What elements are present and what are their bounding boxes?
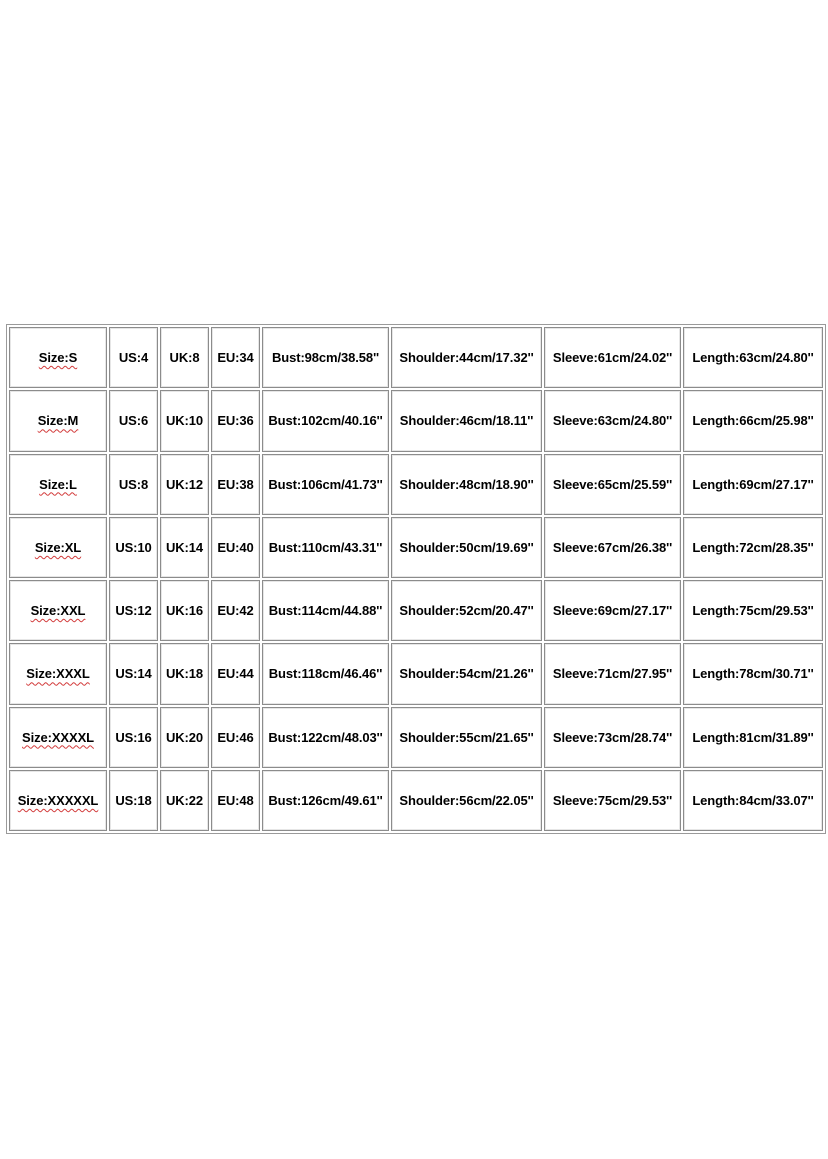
uk-size-cell: UK:16 — [160, 580, 209, 641]
shoulder-cell: Shoulder:56cm/22.05'' — [391, 770, 542, 831]
length-cell: Length:84cm/33.07'' — [683, 770, 823, 831]
eu-size-cell: EU:40 — [211, 517, 260, 578]
sleeve-cell: Sleeve:69cm/27.17'' — [544, 580, 681, 641]
size-cell — [9, 454, 107, 515]
size-cell — [9, 390, 107, 451]
size-cell — [9, 707, 107, 768]
table-row — [9, 707, 823, 768]
size-label: Size:L — [39, 476, 77, 492]
shoulder-cell: Shoulder:44cm/17.32'' — [391, 327, 542, 388]
us-size-cell: US:8 — [109, 454, 158, 515]
length-cell: Length:66cm/25.98'' — [683, 390, 823, 451]
eu-size-cell: EU:42 — [211, 580, 260, 641]
eu-size-cell: EU:46 — [211, 707, 260, 768]
size-label: Size:M — [37, 413, 79, 429]
size-label: Size:XL — [34, 539, 82, 555]
size-cell — [9, 770, 107, 831]
size-label: Size:XXXXXL — [17, 792, 99, 808]
us-size-cell: US:6 — [109, 390, 158, 451]
eu-size-cell: EU:34 — [211, 327, 260, 388]
shoulder-cell: Shoulder:50cm/19.69'' — [391, 517, 542, 578]
us-size-cell: US:10 — [109, 517, 158, 578]
table-row — [9, 770, 823, 831]
table-row — [9, 390, 823, 451]
shoulder-cell: Shoulder:55cm/21.65'' — [391, 707, 542, 768]
shoulder-cell: Shoulder:54cm/21.26'' — [391, 643, 542, 704]
eu-size-cell: EU:38 — [211, 454, 260, 515]
sleeve-cell: Sleeve:65cm/25.59'' — [544, 454, 681, 515]
bust-cell: Bust:102cm/40.16'' — [262, 390, 389, 451]
sleeve-cell: Sleeve:61cm/24.02'' — [544, 327, 681, 388]
bust-cell: Bust:122cm/48.03'' — [262, 707, 389, 768]
size-cell — [9, 517, 107, 578]
sleeve-cell: Sleeve:75cm/29.53'' — [544, 770, 681, 831]
table-row — [9, 580, 823, 641]
bust-cell: Bust:106cm/41.73'' — [262, 454, 389, 515]
eu-size-cell: EU:36 — [211, 390, 260, 451]
uk-size-cell: UK:18 — [160, 643, 209, 704]
table-row — [9, 327, 823, 388]
us-size-cell: US:4 — [109, 327, 158, 388]
length-cell: Length:78cm/30.71'' — [683, 643, 823, 704]
length-cell: Length:75cm/29.53'' — [683, 580, 823, 641]
bust-cell: Bust:110cm/43.31'' — [262, 517, 389, 578]
size-label: Size:XXXL — [26, 666, 90, 682]
table-row — [9, 517, 823, 578]
uk-size-cell: UK:20 — [160, 707, 209, 768]
uk-size-cell: UK:22 — [160, 770, 209, 831]
uk-size-cell: UK:8 — [160, 327, 209, 388]
size-cell — [9, 643, 107, 704]
eu-size-cell: EU:44 — [211, 643, 260, 704]
bust-cell: Bust:98cm/38.58'' — [262, 327, 389, 388]
table-row — [9, 454, 823, 515]
size-cell — [9, 580, 107, 641]
size-label: Size:S — [38, 350, 78, 366]
size-chart-table — [6, 324, 826, 834]
shoulder-cell: Shoulder:52cm/20.47'' — [391, 580, 542, 641]
us-size-cell: US:14 — [109, 643, 158, 704]
length-cell: Length:69cm/27.17'' — [683, 454, 823, 515]
length-cell: Length:63cm/24.80'' — [683, 327, 823, 388]
table-row — [9, 643, 823, 704]
size-chart-body — [9, 327, 823, 831]
bust-cell: Bust:126cm/49.61'' — [262, 770, 389, 831]
length-cell: Length:81cm/31.89'' — [683, 707, 823, 768]
uk-size-cell: UK:14 — [160, 517, 209, 578]
bust-cell: Bust:118cm/46.46'' — [262, 643, 389, 704]
sleeve-cell: Sleeve:67cm/26.38'' — [544, 517, 681, 578]
sleeve-cell: Sleeve:73cm/28.74'' — [544, 707, 681, 768]
us-size-cell: US:12 — [109, 580, 158, 641]
size-cell — [9, 327, 107, 388]
uk-size-cell: UK:10 — [160, 390, 209, 451]
sleeve-cell: Sleeve:71cm/27.95'' — [544, 643, 681, 704]
shoulder-cell: Shoulder:48cm/18.90'' — [391, 454, 542, 515]
sleeve-cell: Sleeve:63cm/24.80'' — [544, 390, 681, 451]
size-label: Size:XXL — [30, 603, 86, 619]
length-cell: Length:72cm/28.35'' — [683, 517, 823, 578]
bust-cell: Bust:114cm/44.88'' — [262, 580, 389, 641]
uk-size-cell: UK:12 — [160, 454, 209, 515]
shoulder-cell: Shoulder:46cm/18.11'' — [391, 390, 542, 451]
eu-size-cell: EU:48 — [211, 770, 260, 831]
us-size-cell: US:16 — [109, 707, 158, 768]
size-label: Size:XXXXL — [22, 729, 94, 745]
us-size-cell: US:18 — [109, 770, 158, 831]
